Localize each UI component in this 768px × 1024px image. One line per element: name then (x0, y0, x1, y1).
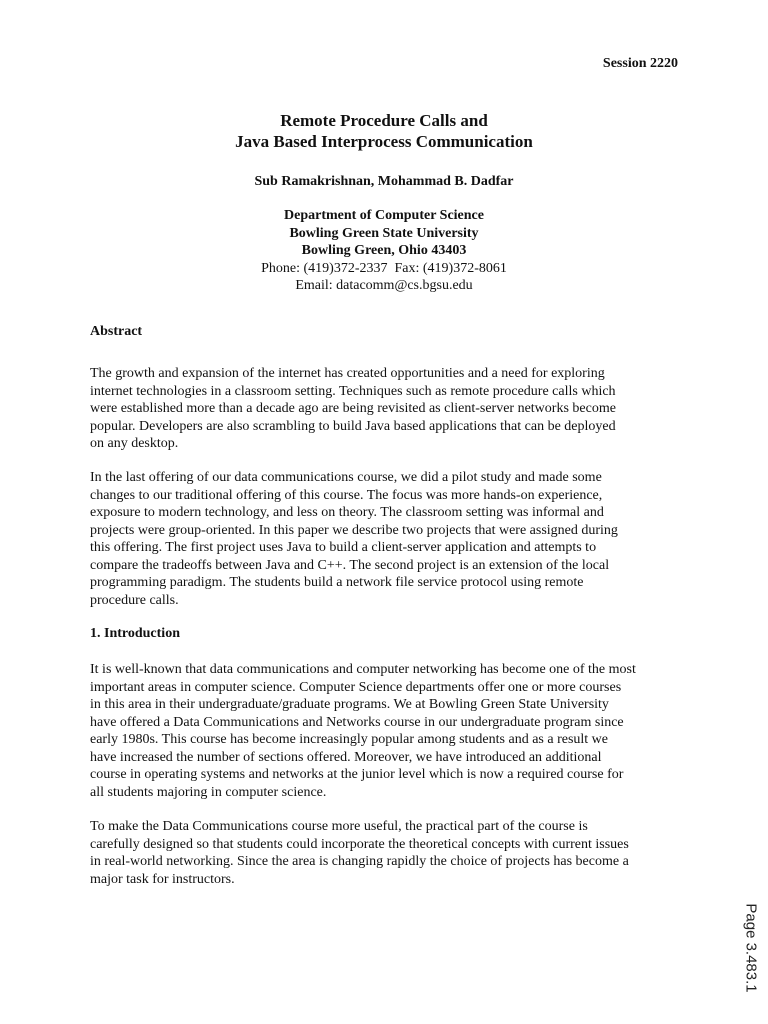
department: Department of Computer Science (284, 208, 484, 223)
page-number-stamp (733, 900, 768, 996)
email: Email: datacomm@cs.bgsu.edu (295, 278, 473, 293)
abstract-heading: Abstract (90, 324, 143, 339)
phone-fax: Phone: (419)372-2337 Fax: (419)372-8061 (261, 260, 507, 276)
text-line: popular. Developers are also scrambling to build Java based applications that can be deployed (90, 418, 616, 434)
text-line: compare the tradeoffs between Java and C++. The second project is an extension of the local (90, 557, 610, 573)
text-line: carefully designed so that students could incorporate the theoretical concepts with current issues (90, 836, 629, 852)
title-line-2: Java Based Interprocess Communication (235, 132, 533, 151)
text-line: early 1980s. This course has become increasingly popular among students and as a result we (90, 732, 608, 747)
paper-title (0, 110, 768, 152)
abstract-paragraph-1 (90, 365, 688, 453)
text-line: procedure calls. (90, 592, 179, 608)
introduction-heading: 1. Introduction (90, 626, 180, 641)
text-line: on any desktop. (90, 436, 179, 451)
text-line: changes to our traditional offering of this course. The focus was more hands-on experience, (90, 487, 603, 503)
text-line: have offered a Data Communications and Networks course in our undergraduate program since (90, 714, 624, 730)
text-line: The growth and expansion of the internet has created opportunities and a need for exploring (90, 366, 605, 381)
text-line: were established more than a decade ago are being revisited as client-server networks become (90, 401, 616, 416)
session-label: Session 2220 (602, 56, 678, 71)
text-line: important areas in computer science. Computer Science departments offer one or more courses (90, 679, 622, 695)
city: Bowling Green, Ohio 43403 (301, 243, 467, 258)
text-line: internet technologies in a classroom setting. Techniques such as remote procedure calls which (90, 383, 616, 399)
affiliation-block (0, 207, 768, 295)
text-line: It is well-known that data communications and computer networking has become one of the most (90, 662, 636, 677)
introduction-paragraph-2 (90, 818, 688, 888)
text-line: have increased the number of sections offered. Moreover, we have introduced an additional (90, 749, 602, 765)
abstract-paragraph-2 (90, 469, 688, 609)
university: Bowling Green State University (289, 225, 479, 241)
text-line: projects were group-oriented. In this paper we describe two projects that were assigned during (90, 522, 618, 538)
text-line: in real-world networking. Since the area is changing rapidly the choice of projects has become a (90, 854, 629, 869)
text-line: in this area in their undergraduate/graduate programs. We at Bowling Green State University (90, 697, 609, 712)
text-line: major task for instructors. (90, 871, 235, 887)
text-line: To make the Data Communications course more useful, the practical part of the course is (90, 819, 588, 834)
text-line: all students majoring in computer science. (90, 784, 327, 800)
text-line: course in operating systems and networks at the junior level which is now a required course for (90, 767, 624, 782)
author-list: Sub Ramakrishnan, Mohammad B. Dadfar (254, 174, 514, 189)
title-line-1: Remote Procedure Calls and (280, 111, 488, 130)
text-line: exposure to modern technology, and less on theory. The classroom setting was informal and (90, 505, 604, 520)
text-line: this offering. The first project uses Java to build a client-server application and attempts to (90, 540, 597, 555)
text-line: programming paradigm. The students build a network file service protocol using remote (90, 575, 584, 590)
text-line: In the last offering of our data communications course, we did a pilot study and made some (90, 470, 602, 485)
introduction-paragraph-1 (90, 661, 688, 801)
page-number: Page 3.483.1 (742, 903, 760, 993)
